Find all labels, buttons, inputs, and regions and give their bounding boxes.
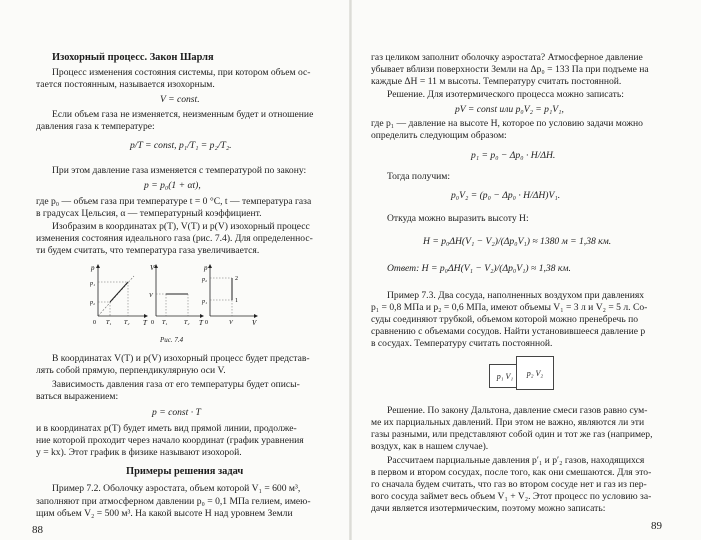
text-line: где p₀ — объем газа при температуре t = 0 °C, t — температура газа: [36, 196, 312, 207]
text-line: в сосудах. Температуру считать постоянной.: [371, 338, 553, 349]
text-line: Тогда получим:: [387, 171, 451, 182]
sub-heading: Примеры решения задач: [126, 466, 244, 477]
text-line: щим объем V₂ = 500 м³. На какой высоте H над уровнем Земли: [36, 508, 293, 519]
answer: Ответ: H = p₀ΔH(V₁ − V₂)/(Δp₀V₁) ≈ 1,38 км.: [387, 263, 571, 274]
figure-isochoric-graphs: [90, 260, 260, 332]
axis-label: p: [204, 264, 208, 272]
text-line: ние которой проходит через начало координат (график уравнения: [36, 435, 304, 446]
equation: p = const · T: [152, 407, 201, 418]
section-heading: Изохорный процесс. Закон Шарля: [52, 52, 214, 63]
text-line: Пример 7.2. Оболочку аэростата, объем которой V₁ = 600 м³,: [52, 483, 301, 494]
text-line: Решение. Для изотермического процесса можно записать:: [387, 89, 624, 100]
equation: p₀V₂ = (p₀ − Δp₀ · H/ΔH)V₁.: [451, 190, 561, 201]
text-line: p₁ = 0,8 МПа и p₂ = 0,6 МПа, имеют объемы V₁ = 3 л и V₂ = 5 л. Со-: [371, 302, 648, 313]
axis-label: p: [91, 264, 95, 272]
text-line: газ целиком заполнит оболочку аэростата? Атмосферное давление: [371, 52, 643, 63]
vessel-1: p₁ V₁: [489, 364, 521, 388]
text-line: убывает вблизи поверхности Земли на Δp₀ = 133 Па при подъеме на: [371, 64, 649, 75]
text-line: вого сосуда займет весь объем V₁ + V₂. Этот процесс по условию за-: [371, 491, 652, 502]
text-line: лять собой прямую, перпендикулярную оси V.: [36, 365, 226, 376]
tick-label: p₂: [90, 300, 96, 306]
tick-label: p₁: [90, 281, 96, 287]
text-line: каждые ΔH = 11 м высоты. Температуру считать постоянной.: [371, 76, 622, 87]
page-number: 88: [32, 524, 43, 536]
axis-label: V: [252, 319, 257, 327]
tick-label: V: [229, 320, 233, 326]
tick-label: p₂: [202, 277, 208, 283]
text-line: газы разными, или представляют собой один и тот же газ (например,: [371, 429, 653, 440]
right-page: [351, 0, 701, 540]
text-line: в градусах Цельсия, α — температурный коэффициент.: [36, 208, 262, 219]
text-line: ме их парциальных давлений. При этом не важно, являются ли эти: [371, 417, 645, 428]
equation: pV = const или p₀V₂ = p₁V₁,: [455, 104, 564, 115]
origin-label: 0: [151, 320, 154, 326]
equation: p₁ = p₀ − Δp₀ · H/ΔH.: [471, 150, 556, 161]
graph-p-T: [90, 264, 148, 327]
text-line: определить следующим образом:: [371, 130, 507, 141]
text-line: где p₁ — давление на высоте H, которое по условию задачи можно: [371, 118, 643, 129]
text-line: В координатах V(T) и p(V) изохорный процесс будет представ-: [52, 353, 310, 364]
text-line: y = kx). Этот график в физике называют изохорой.: [36, 447, 242, 458]
text-line: Процесс изменения состояния системы, при котором объем ос-: [52, 67, 311, 78]
text-line: Пример 7.3. Два сосуда, наполненных воздухом при давлениях: [387, 290, 645, 301]
text-line: суды соединяют трубкой, объемом которой можно пренебречь по: [371, 314, 639, 325]
equation: p/T = const, p₁/T₁ = p₂/T₂.: [130, 140, 232, 151]
page-number: 89: [651, 520, 662, 532]
text-line: тается постоянным, называется изохорным.: [36, 79, 215, 90]
text-line: Рассчитаем парциальные давления p′₁ и p′₂ газов, находящихся: [387, 455, 645, 466]
equation: p = p₀(1 + αt),: [144, 180, 201, 191]
point-label: 2: [235, 276, 238, 282]
equation: H = p₀ΔH(V₁ − V₂)/(Δp₀V₁) ≈ 1380 м = 1,38 км.: [423, 236, 612, 247]
tick-label: V: [149, 293, 153, 299]
axis-label: T: [199, 319, 203, 327]
tick-label: T₁: [106, 320, 112, 326]
graph-p-V: [201, 264, 257, 327]
tick-label: T₂: [124, 320, 130, 326]
text-line: дачи является изотермическим, поэтому можно записать:: [371, 503, 606, 514]
vessel-2: p₂ V₂: [516, 356, 554, 390]
equation: V = const.: [160, 94, 200, 105]
text-line: воздух, как в нашем случае).: [371, 441, 489, 452]
text-line: го сначала будем считать, что газ во втором сосуде нет и газ из пер-: [371, 479, 647, 490]
text-line: Если объем газа не изменяется, неизменным будет и отношение: [52, 109, 314, 120]
text-line: ваться выражением:: [36, 391, 119, 402]
origin-label: 0: [93, 320, 96, 326]
tick-label: p₁: [202, 299, 208, 305]
tick-label: T₂: [184, 320, 190, 326]
axis-label: V: [150, 264, 155, 272]
text-line: заполняют при атмосферном давлении p₀ = 0,1 МПа гелием, имею-: [36, 496, 311, 507]
text-line: и в координатах p(T) будет иметь вид прямой линии, продолже-: [36, 423, 297, 434]
text-line: давления газа к температуре:: [36, 121, 155, 132]
text-line: При этом давление газа изменяется с температурой по закону:: [52, 165, 307, 176]
text-line: Изобразим в координатах p(T), V(T) и p(V) изохорный процесс: [52, 221, 310, 232]
point-label: 1: [235, 298, 238, 304]
text-line: ти будем считать, что температура газа увеличивается.: [36, 245, 260, 256]
text-line: Откуда можно выразить высоту H:: [387, 213, 529, 224]
figure-caption: Рис. 7.4: [160, 336, 184, 344]
text-line: в первом и втором сосудах, после того, как они смешаются. Для это-: [371, 467, 652, 478]
tick-label: T₁: [162, 320, 168, 326]
text-line: сравнению с объемами сосудов. Найти установившееся давление p: [371, 326, 646, 337]
origin-label: 0: [205, 320, 208, 326]
axis-label: T: [143, 319, 147, 327]
text-line: Зависимость давления газа от его температуры будет описы-: [52, 379, 300, 390]
text-line: изменения состояния идеального газа (рис. 7.4). Для определеннос-: [36, 233, 313, 244]
text-line: Решение. По закону Дальтона, давление смеси газов равно сум-: [387, 405, 648, 416]
graph-V-T: [149, 264, 204, 327]
